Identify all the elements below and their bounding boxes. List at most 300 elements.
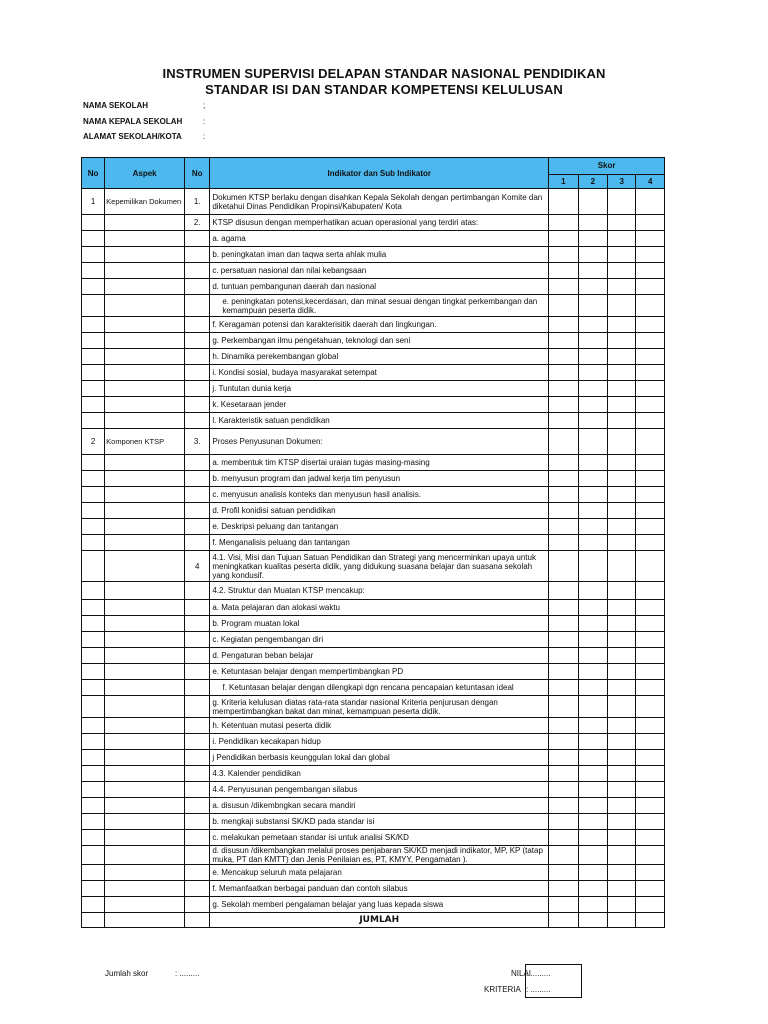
row-no (82, 664, 105, 680)
header-skor-2: 2 (578, 174, 607, 188)
info-label: ALAMAT SEKOLAH/KOTA (83, 132, 182, 141)
score-cell-3[interactable] (608, 413, 636, 429)
table-row (82, 247, 665, 263)
score-cell-2[interactable] (578, 295, 607, 317)
nilai-value: : ......... (526, 969, 551, 978)
total-cell-empty (82, 913, 105, 928)
table-row (82, 455, 665, 471)
row-aspek (105, 487, 185, 503)
score-cell-2[interactable] (578, 429, 607, 455)
score-cell-3[interactable] (608, 365, 636, 381)
score-cell-4[interactable] (636, 487, 665, 503)
row-indicator-text: f. Menganalisis peluang dan tantangan (210, 535, 549, 551)
score-cell-2[interactable] (578, 750, 607, 766)
row-aspek (105, 231, 185, 247)
score-cell-1[interactable] (549, 455, 578, 471)
row-indicator-text: Dokumen KTSP berlaku dengan disahkan Kepala Sekolah dengan pertimbangan Komite dan diketahui Dinas Pendidikan Propinsi/Kabupaten/ Kota (210, 189, 549, 215)
score-cell-3[interactable] (608, 455, 636, 471)
score-cell-3[interactable] (608, 503, 636, 519)
row-aspek (105, 766, 185, 782)
score-cell-4[interactable] (636, 582, 665, 600)
score-cell-2[interactable] (578, 189, 607, 215)
score-cell-4[interactable] (636, 897, 665, 913)
row-indicator-text: i. Kondisi sosial, budaya masyarakat setempat (210, 365, 549, 381)
row-indicator-text: j. Tuntutan dunia kerja (210, 381, 549, 397)
row-indicator-no (185, 519, 210, 535)
row-indicator-no (185, 582, 210, 600)
score-cell-2[interactable] (578, 600, 607, 616)
score-cell-4[interactable] (636, 814, 665, 830)
score-cell-2[interactable] (578, 279, 607, 295)
score-cell-4[interactable] (636, 734, 665, 750)
total-score-cell[interactable] (549, 913, 578, 928)
score-cell-2[interactable] (578, 333, 607, 349)
row-indicator-text: g. Perkembangan ilmu pengetahuan, teknologi dan seni (210, 333, 549, 349)
score-cell-3[interactable] (608, 535, 636, 551)
score-cell-1[interactable] (549, 846, 578, 865)
score-cell-4[interactable] (636, 664, 665, 680)
score-cell-4[interactable] (636, 519, 665, 535)
row-aspek: Kepemilikan Dokumen (105, 189, 185, 215)
score-cell-4[interactable] (636, 397, 665, 413)
row-indicator-text: j Pendidikan berbasis keunggulan lokal dan global (210, 750, 549, 766)
score-cell-4[interactable] (636, 413, 665, 429)
score-cell-1[interactable] (549, 766, 578, 782)
score-cell-1[interactable] (549, 750, 578, 766)
row-aspek (105, 830, 185, 846)
score-cell-3[interactable] (608, 582, 636, 600)
table-header (82, 158, 665, 189)
row-no (82, 696, 105, 718)
score-cell-2[interactable] (578, 734, 607, 750)
score-cell-4[interactable] (636, 535, 665, 551)
score-cell-4[interactable] (636, 471, 665, 487)
row-no (82, 648, 105, 664)
row-no (82, 798, 105, 814)
row-no (82, 718, 105, 734)
score-cell-4[interactable] (636, 317, 665, 333)
total-score-cell[interactable] (578, 913, 607, 928)
row-aspek (105, 397, 185, 413)
row-indicator-text: a. agama (210, 231, 549, 247)
score-cell-4[interactable] (636, 782, 665, 798)
score-cell-1[interactable] (549, 782, 578, 798)
table-row (82, 503, 665, 519)
row-no (82, 881, 105, 897)
info-school-address (83, 132, 206, 141)
row-indicator-no (185, 397, 210, 413)
row-no (82, 734, 105, 750)
score-cell-2[interactable] (578, 317, 607, 333)
row-aspek (105, 317, 185, 333)
score-cell-2[interactable] (578, 881, 607, 897)
row-no (82, 503, 105, 519)
score-cell-2[interactable] (578, 582, 607, 600)
score-cell-3[interactable] (608, 295, 636, 317)
row-no (82, 231, 105, 247)
score-cell-2[interactable] (578, 664, 607, 680)
score-cell-2[interactable] (578, 782, 607, 798)
score-cell-2[interactable] (578, 897, 607, 913)
score-cell-2[interactable] (578, 471, 607, 487)
row-no (82, 582, 105, 600)
row-no (82, 600, 105, 616)
score-cell-3[interactable] (608, 600, 636, 616)
score-cell-3[interactable] (608, 680, 636, 696)
row-no: 2 (82, 429, 105, 455)
row-indicator-no (185, 798, 210, 814)
row-indicator-text: d. tuntuan pembangunan daerah dan nasional (210, 279, 549, 295)
score-cell-1[interactable] (549, 734, 578, 750)
info-separator: ; (203, 101, 206, 110)
score-cell-3[interactable] (608, 349, 636, 365)
score-cell-2[interactable] (578, 814, 607, 830)
header-indikator: Indikator dan Sub Indikator (210, 158, 549, 189)
score-cell-2[interactable] (578, 535, 607, 551)
score-cell-4[interactable] (636, 600, 665, 616)
score-cell-3[interactable] (608, 766, 636, 782)
score-cell-2[interactable] (578, 215, 607, 231)
score-cell-4[interactable] (636, 365, 665, 381)
row-indicator-text: 4.1. Visi, Misi dan Tujuan Satuan Pendidikan dan Strategi yang mencerminkan upaya untuk meningkatkan kualitas peserta didik, yang didukung suasana belajar dan suasana sekolah yang kondusif. (210, 551, 549, 582)
score-cell-2[interactable] (578, 365, 607, 381)
score-cell-4[interactable] (636, 830, 665, 846)
row-aspek (105, 413, 185, 429)
score-cell-3[interactable] (608, 734, 636, 750)
score-cell-4[interactable] (636, 846, 665, 865)
row-indicator-no (185, 718, 210, 734)
score-cell-2[interactable] (578, 632, 607, 648)
header-skor-4: 4 (636, 174, 665, 188)
score-cell-1[interactable] (549, 487, 578, 503)
header-no: No (82, 158, 105, 189)
row-aspek (105, 897, 185, 913)
row-indicator-text: b. Program muatan lokal (210, 616, 549, 632)
score-cell-4[interactable] (636, 551, 665, 582)
table-row (82, 189, 665, 215)
score-cell-1[interactable] (549, 263, 578, 279)
row-aspek (105, 263, 185, 279)
score-cell-1[interactable] (549, 600, 578, 616)
score-cell-4[interactable] (636, 295, 665, 317)
row-aspek (105, 664, 185, 680)
row-no: 1 (82, 189, 105, 215)
row-indicator-text: f. Memanfaatkan berbagai panduan dan contoh silabus (210, 881, 549, 897)
header-skor-3: 3 (608, 174, 636, 188)
score-cell-4[interactable] (636, 333, 665, 349)
score-cell-4[interactable] (636, 349, 665, 365)
score-cell-4[interactable] (636, 718, 665, 734)
row-no (82, 766, 105, 782)
score-cell-1[interactable] (549, 381, 578, 397)
row-no (82, 750, 105, 766)
score-cell-1[interactable] (549, 551, 578, 582)
score-cell-2[interactable] (578, 503, 607, 519)
row-no (82, 535, 105, 551)
score-cell-4[interactable] (636, 503, 665, 519)
row-indicator-text: g. Kriteria kelulusan diatas rata-rata standar nasional Kriteria penjurusan dengan mempertimbangkan bakat dan minat, kemampuan peserta didik. (210, 696, 549, 718)
score-cell-3[interactable] (608, 317, 636, 333)
score-cell-4[interactable] (636, 231, 665, 247)
score-cell-4[interactable] (636, 750, 665, 766)
score-cell-3[interactable] (608, 429, 636, 455)
row-no (82, 616, 105, 632)
score-cell-2[interactable] (578, 381, 607, 397)
score-cell-1[interactable] (549, 680, 578, 696)
row-indicator-text: h. Ketentuan mutasi peserta didik (210, 718, 549, 734)
row-indicator-text: KTSP disusun dengan memperhatikan acuan operasional yang terdiri atas: (210, 215, 549, 231)
header-skor-1: 1 (549, 174, 578, 188)
score-cell-3[interactable] (608, 865, 636, 881)
row-indicator-no (185, 349, 210, 365)
table-row (82, 865, 665, 881)
table-row (82, 397, 665, 413)
score-cell-1[interactable] (549, 397, 578, 413)
score-cell-4[interactable] (636, 263, 665, 279)
score-cell-4[interactable] (636, 279, 665, 295)
row-indicator-no (185, 846, 210, 865)
row-indicator-text: c. menyusun analisis konteks dan menyusun hasil analisis. (210, 487, 549, 503)
row-aspek (105, 814, 185, 830)
row-no (82, 897, 105, 913)
total-row (82, 913, 665, 928)
score-cell-2[interactable] (578, 648, 607, 664)
score-cell-3[interactable] (608, 471, 636, 487)
score-cell-3[interactable] (608, 750, 636, 766)
score-cell-1[interactable] (549, 696, 578, 718)
score-cell-1[interactable] (549, 365, 578, 381)
total-label: JUMLAH (210, 913, 549, 928)
score-cell-4[interactable] (636, 215, 665, 231)
row-indicator-no (185, 471, 210, 487)
score-cell-1[interactable] (549, 503, 578, 519)
score-cell-1[interactable] (549, 189, 578, 215)
score-cell-1[interactable] (549, 429, 578, 455)
score-cell-2[interactable] (578, 766, 607, 782)
score-cell-2[interactable] (578, 487, 607, 503)
nilai-label: NILAI (511, 969, 532, 978)
score-cell-2[interactable] (578, 349, 607, 365)
score-cell-3[interactable] (608, 279, 636, 295)
table-row (82, 317, 665, 333)
score-cell-2[interactable] (578, 397, 607, 413)
score-cell-1[interactable] (549, 582, 578, 600)
score-cell-1[interactable] (549, 535, 578, 551)
score-cell-1[interactable] (549, 349, 578, 365)
score-cell-3[interactable] (608, 263, 636, 279)
score-cell-3[interactable] (608, 632, 636, 648)
score-cell-1[interactable] (549, 830, 578, 846)
score-cell-2[interactable] (578, 551, 607, 582)
info-school-name (83, 101, 206, 110)
score-cell-1[interactable] (549, 413, 578, 429)
table-row (82, 487, 665, 503)
row-aspek (105, 582, 185, 600)
row-indicator-no (185, 295, 210, 317)
score-cell-1[interactable] (549, 814, 578, 830)
row-indicator-no (185, 766, 210, 782)
row-no (82, 365, 105, 381)
score-cell-3[interactable] (608, 897, 636, 913)
score-cell-4[interactable] (636, 455, 665, 471)
table-row (82, 519, 665, 535)
score-cell-2[interactable] (578, 846, 607, 865)
score-cell-1[interactable] (549, 295, 578, 317)
score-cell-2[interactable] (578, 519, 607, 535)
row-indicator-text: i. Pendidikan kecakapan hidup (210, 734, 549, 750)
score-cell-4[interactable] (636, 648, 665, 664)
total-score-cell[interactable] (608, 913, 636, 928)
table-row (82, 766, 665, 782)
score-cell-3[interactable] (608, 814, 636, 830)
row-indicator-no (185, 782, 210, 798)
score-cell-4[interactable] (636, 189, 665, 215)
score-cell-3[interactable] (608, 718, 636, 734)
score-cell-4[interactable] (636, 881, 665, 897)
row-no (82, 247, 105, 263)
score-cell-4[interactable] (636, 696, 665, 718)
row-indicator-text: b. peningkatan iman dan taqwa serta ahlak mulia (210, 247, 549, 263)
score-cell-2[interactable] (578, 263, 607, 279)
score-cell-1[interactable] (549, 279, 578, 295)
score-cell-4[interactable] (636, 865, 665, 881)
row-no (82, 317, 105, 333)
row-indicator-text: g. Sekolah memberi pengalaman belajar yang luas kepada siswa (210, 897, 549, 913)
score-cell-4[interactable] (636, 680, 665, 696)
score-cell-3[interactable] (608, 648, 636, 664)
score-cell-3[interactable] (608, 696, 636, 718)
score-cell-1[interactable] (549, 247, 578, 263)
nilai-kriteria-box[interactable] (525, 964, 582, 998)
row-indicator-no (185, 616, 210, 632)
row-indicator-text: 4.4. Penyusunan pengembangan silabus (210, 782, 549, 798)
score-cell-3[interactable] (608, 798, 636, 814)
row-aspek (105, 632, 185, 648)
score-cell-2[interactable] (578, 616, 607, 632)
score-cell-3[interactable] (608, 215, 636, 231)
score-cell-2[interactable] (578, 696, 607, 718)
score-cell-1[interactable] (549, 632, 578, 648)
score-cell-1[interactable] (549, 519, 578, 535)
score-cell-2[interactable] (578, 798, 607, 814)
score-cell-1[interactable] (549, 231, 578, 247)
row-aspek (105, 551, 185, 582)
score-cell-3[interactable] (608, 397, 636, 413)
score-cell-2[interactable] (578, 231, 607, 247)
score-cell-2[interactable] (578, 247, 607, 263)
score-cell-3[interactable] (608, 519, 636, 535)
score-cell-3[interactable] (608, 782, 636, 798)
row-indicator-no (185, 231, 210, 247)
row-indicator-no (185, 455, 210, 471)
score-cell-4[interactable] (636, 766, 665, 782)
score-cell-2[interactable] (578, 413, 607, 429)
row-indicator-no (185, 413, 210, 429)
row-indicator-no (185, 830, 210, 846)
info-separator: : (203, 117, 206, 126)
score-cell-2[interactable] (578, 680, 607, 696)
score-cell-4[interactable] (636, 381, 665, 397)
row-aspek (105, 881, 185, 897)
score-cell-1[interactable] (549, 718, 578, 734)
score-cell-4[interactable] (636, 798, 665, 814)
table-row (82, 798, 665, 814)
row-no (82, 814, 105, 830)
score-cell-3[interactable] (608, 846, 636, 865)
score-cell-3[interactable] (608, 551, 636, 582)
row-indicator-text: a. disusun /dikembngkan secara mandiri (210, 798, 549, 814)
score-cell-3[interactable] (608, 881, 636, 897)
score-cell-3[interactable] (608, 231, 636, 247)
score-cell-3[interactable] (608, 189, 636, 215)
row-indicator-no: 3. (185, 429, 210, 455)
score-cell-4[interactable] (636, 247, 665, 263)
score-cell-4[interactable] (636, 429, 665, 455)
row-aspek (105, 782, 185, 798)
score-cell-3[interactable] (608, 333, 636, 349)
score-cell-2[interactable] (578, 718, 607, 734)
total-score-cell[interactable] (636, 913, 665, 928)
score-cell-3[interactable] (608, 487, 636, 503)
row-aspek (105, 798, 185, 814)
score-cell-1[interactable] (549, 648, 578, 664)
score-cell-1[interactable] (549, 471, 578, 487)
table-row (82, 734, 665, 750)
score-cell-3[interactable] (608, 616, 636, 632)
score-cell-1[interactable] (549, 865, 578, 881)
score-cell-1[interactable] (549, 881, 578, 897)
row-no (82, 397, 105, 413)
score-cell-1[interactable] (549, 897, 578, 913)
table-row (82, 718, 665, 734)
jumlah-skor-value: : ......... (175, 969, 200, 978)
score-cell-1[interactable] (549, 798, 578, 814)
score-cell-4[interactable] (636, 632, 665, 648)
score-cell-3[interactable] (608, 830, 636, 846)
score-cell-3[interactable] (608, 247, 636, 263)
score-cell-2[interactable] (578, 865, 607, 881)
row-no (82, 333, 105, 349)
score-cell-3[interactable] (608, 381, 636, 397)
table-row (82, 582, 665, 600)
score-cell-1[interactable] (549, 333, 578, 349)
row-indicator-no (185, 535, 210, 551)
score-cell-2[interactable] (578, 830, 607, 846)
row-indicator-no (185, 365, 210, 381)
score-cell-2[interactable] (578, 455, 607, 471)
row-indicator-text: f. Keragaman potensi dan karakterisitik daerah dan lingkungan. (210, 317, 549, 333)
row-no (82, 830, 105, 846)
table-row (82, 648, 665, 664)
score-cell-1[interactable] (549, 317, 578, 333)
row-indicator-text: d. Pengaturan beban belajar (210, 648, 549, 664)
score-cell-1[interactable] (549, 664, 578, 680)
score-cell-3[interactable] (608, 664, 636, 680)
table-row (82, 231, 665, 247)
table-row (82, 365, 665, 381)
score-cell-1[interactable] (549, 616, 578, 632)
score-cell-1[interactable] (549, 215, 578, 231)
table-row (82, 881, 665, 897)
document-title-line2: STANDAR ISI DAN STANDAR KOMPETENSI KELULUSAN (205, 82, 563, 97)
table-row (82, 215, 665, 231)
table-row (82, 349, 665, 365)
info-label: NAMA SEKOLAH (83, 101, 149, 110)
row-indicator-no (185, 680, 210, 696)
row-indicator-no (185, 487, 210, 503)
table-row (82, 846, 665, 865)
score-cell-4[interactable] (636, 616, 665, 632)
